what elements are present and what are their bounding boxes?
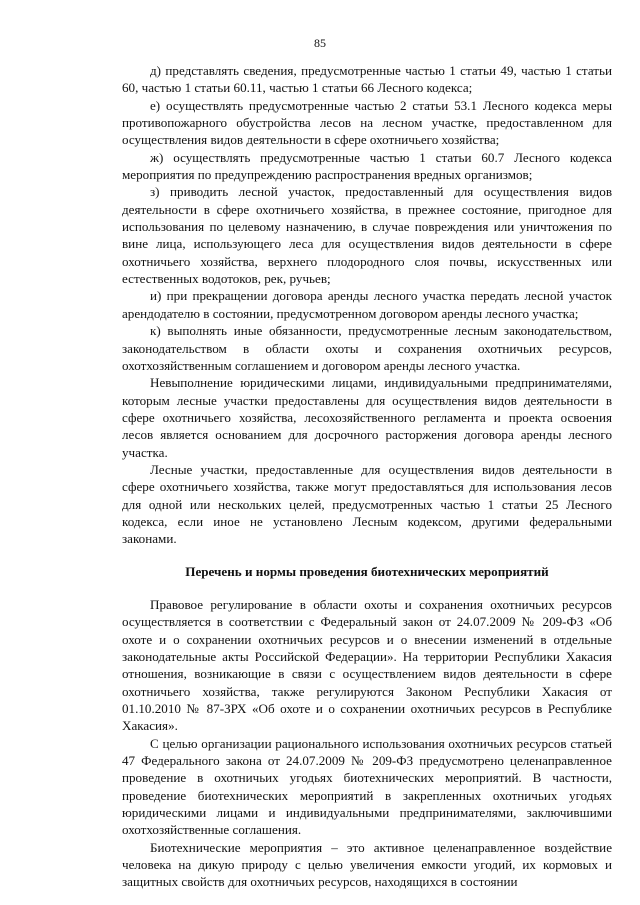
paragraph: Невыполнение юридическими лицами, индивидуальными предпринимателями, которым лесные участки предоставлены для осуществления видов деятельности в сфере охотничьего хозяйства, лесохозяйственного регламента и проекта освоения лесов является основанием для досрочного расторжения договора аренды лесного участка. xyxy=(122,375,612,460)
paragraph: С целью организации рационального использования охотничьих ресурсов статьей 47 Федерального закона от 24.07.2009 № 209-ФЗ предусмотрено целенаправленное проведение в охотничьих угодьях биотехнических мероприятий. В частности, проведение биотехнических мероприятий в закрепленных охотничьих угодьях юридическими лицами и индивидуальными предпринимателями, заключившими охотхозяйственные соглашения. xyxy=(122,735,612,838)
paragraph: Правовое регулирование в области охоты и сохранения охотничьих ресурсов осуществляется в соответствии с Федеральный закон от 24.07.2009 № 209-ФЗ «Об охоте и о сохранении охотничьих ресурсов и о внесении изменений в отдельные законодательные акты Российской Федерации». На территории Республики Хакасия отношения, возникающие в связи с осуществлением видов деятельности в сфере охотничьего хозяйства, также регулируются Законом Республики Хакасия от 01.10.2010 № 87-ЗРХ «Об охоте и о сохранении охотничьих ресурсов в Республике Хакасия». xyxy=(122,596,612,734)
paragraph: з) приводить лесной участок, предоставленный для осуществления видов деятельности в сфере охотничьего хозяйства, в прежнее состояние, пригодное для использования по целевому назначению, в случае повреждения или уничтожения по вине лица, использующего леса для осуществления видов деятельности в сфере охотничьего хозяйства, верхнего плодородного слоя почвы, искусственных или естественных водотоков, рек, ручьев; xyxy=(122,184,612,287)
paragraph: ж) осуществлять предусмотренные частью 1 статьи 60.7 Лесного кодекса мероприятия по предупреждению распространения вредных организмов; xyxy=(122,149,612,183)
document-body xyxy=(122,62,612,891)
paragraph: е) осуществлять предусмотренные частью 2 статьи 53.1 Лесного кодекса меры противопожарного обустройства лесов на лесном участке, предоставленном для осуществления видов деятельности в сфере охотничьего хозяйства; xyxy=(122,97,612,148)
page-number: 85 xyxy=(314,36,326,50)
paragraph: Биотехнические мероприятия – это активное целенаправленное воздействие человека на дикую природу с целью увеличения емкости угодий, их кормовых и защитных свойств для охотничьих ресурсов, находящихся в состоянии xyxy=(122,839,612,890)
section-heading: Перечень и нормы проведения биотехнических мероприятий xyxy=(185,563,549,579)
paragraph: д) представлять сведения, предусмотренные частью 1 статьи 49, частью 1 статьи 60, частью 1 статьи 60.11, частью 1 статьи 66 Лесного кодекса; xyxy=(122,63,612,96)
paragraph: к) выполнять иные обязанности, предусмотренные лесным законодательством, законодательством в области охоты и сохранения охотничьих ресурсов, охотхозяйственным соглашением и договором аренды лесного участка. xyxy=(122,323,612,373)
paragraph: Лесные участки, предоставленные для осуществления видов деятельности в сфере охотничьего хозяйства, также могут предоставляться для использования лесов для одной или нескольких целей, предусмотренных частью 1 статьи 25 Лесного кодекса, если иное не установлено Лесным кодексом, другими федеральными законами. xyxy=(122,461,612,547)
paragraph: и) при прекращении договора аренды лесного участка передать лесной участок арендодателю в состоянии, предусмотренном договором аренды лесного участка; xyxy=(122,288,612,321)
